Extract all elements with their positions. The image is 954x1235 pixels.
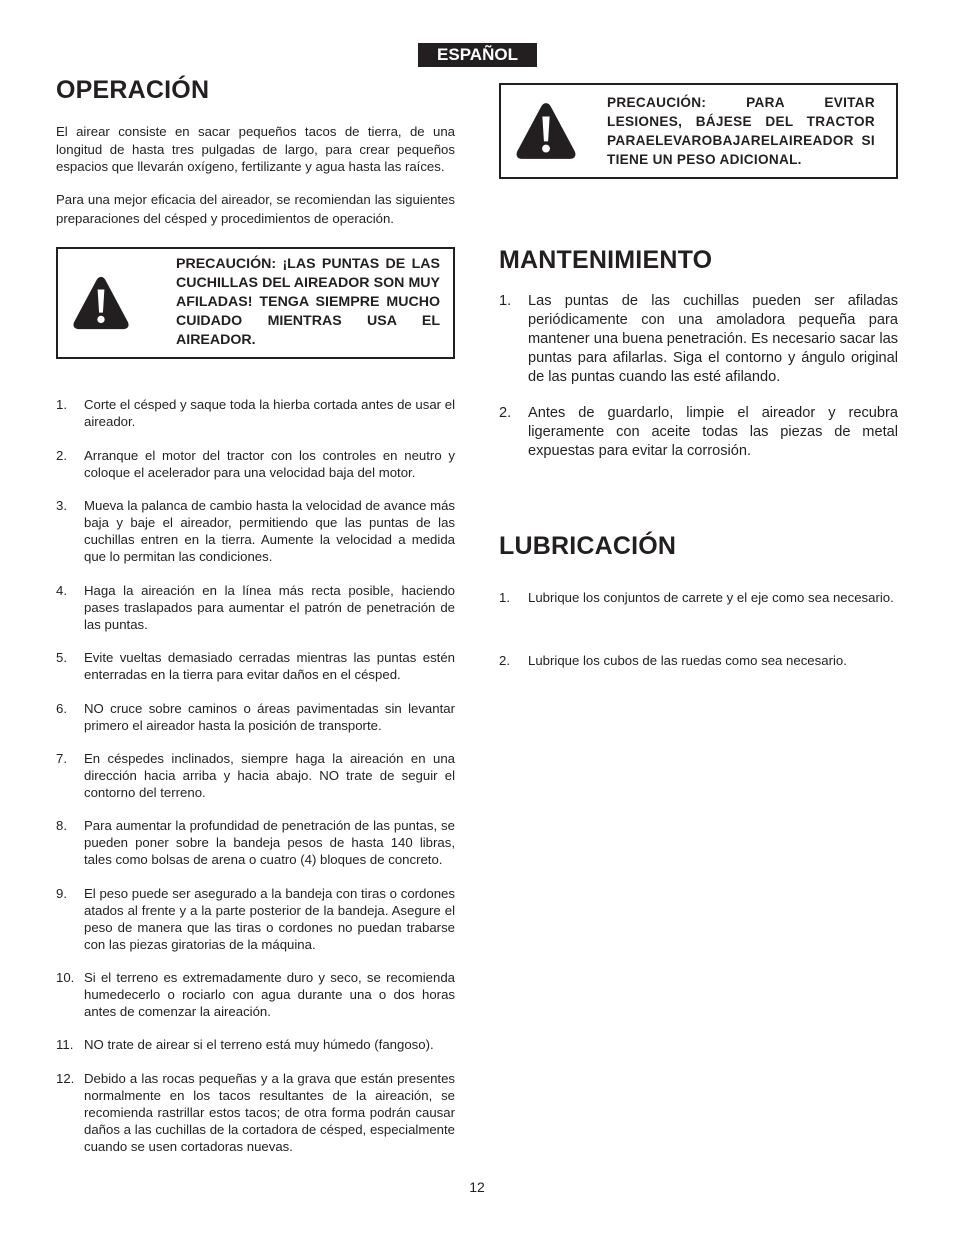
list-item: 5. Evite vueltas demasiado cerradas mientras las puntas estén enterradas en la tierra para evitar daños en el césped. — [56, 650, 455, 682]
warning-icon — [515, 100, 577, 162]
list-item: 1. Corte el césped y saque toda la hierba cortada antes de usar el aireador. — [56, 397, 455, 429]
list-item: 1. Las puntas de las cuchillas pueden ser afiladas periódicamente con una amoladora pequeña para mantener una buena penetración. Es necesario sacar las puntas para afilarlas. Siga el contorno y ángulo original de las puntas cuando las esté afilando. — [499, 293, 898, 385]
list-item: 3. Mueva la palanca de cambio hasta la velocidad de avance más baja y baje el aireador, permitiendo que las puntas de las cuchillas entren en la tierra. Aumente la velocidad a medida que lo permitan las condiciones. — [56, 498, 455, 564]
language-tag: ESPAÑOL — [418, 43, 537, 67]
operacion-intro-2: Para una mejor eficacia del aireador, se recomiendan las siguientes preparaciones del césped y procedimientos de operación. — [56, 192, 455, 226]
warning-icon — [72, 274, 130, 332]
list-item: 11. NO trate de airear si el terreno está muy húmedo (fangoso). — [56, 1037, 434, 1052]
list-item: 10. Si el terreno es extremadamente duro y seco, se recomienda humedecerlo o rociarlo con agua durante una o dos horas antes de comenzar la aireación. — [56, 970, 455, 1019]
list-item: 4. Haga la aireación en la línea más recta posible, haciendo pases traslapados para aumentar el patrón de penetración de las puntas. — [56, 583, 455, 632]
list-item: 1. Lubrique los conjuntos de carrete y el eje como sea necesario. — [499, 590, 894, 605]
list-item: 6. NO cruce sobre caminos o áreas pavimentadas sin levantar primero el aireador hasta la posición de transporte. — [56, 701, 455, 733]
blade-warning-text: PRECAUCIÓN: ¡LAS PUNTAS DE LAS CUCHILLAS DEL AIREADOR SON MUY AFILADAS! TENGA SIEMPRE MUCHO CUIDADO MIENTRAS USA EL AIREADOR. — [176, 256, 440, 348]
list-item: 7. En céspedes inclinados, siempre haga la aireación en una dirección hacia arriba y hacia abajo. NO trate de seguir el contorno del terreno. — [56, 751, 455, 800]
list-item: 2. Arranque el motor del tractor con los controles en neutro y coloque el acelerador para una velocidad baja del motor. — [56, 448, 455, 480]
list-item: 9. El peso puede ser asegurado a la bandeja con tiras o cordones atados al frente y a la parte posterior de la bandeja. Asegure el peso de manera que las tiras o cordones no puedan trabarse con las piezas giratorias de la máquina. — [56, 886, 455, 952]
weight-warning-text: PRECAUCIÓN: PARA EVITAR LESIONES, BÁJESE DEL TRACTOR PARAELEVAROBAJARELAIREADOR SI TIENE UN PESO ADICIONAL. — [607, 95, 875, 167]
page-number: 12 — [469, 1179, 485, 1195]
list-item: 2. Lubrique los cubos de las ruedas como sea necesario. — [499, 653, 847, 668]
operacion-intro-1: El airear consiste en sacar pequeños tacos de tierra, de una longitud de hasta tres pulgadas de largo, para crear pequeños espacios que llevarán oxígeno, fertilizante y agua hasta las raíces. — [56, 124, 455, 174]
operacion-title: OPERACIÓN — [56, 76, 210, 104]
mantenimiento-title: MANTENIMIENTO — [499, 246, 713, 274]
list-item: 12. Debido a las rocas pequeñas y a la grava que están presentes normalmente en los tacos resultantes de la aireación, se recomienda rastrillar estos tacos; de otra forma podrán causar daños a las cuchillas de la cortadora de césped, especialmente cuando se usen cortadoras nuevas. — [56, 1071, 455, 1154]
weight-warning-box — [499, 83, 898, 179]
list-item: 8. Para aumentar la profundidad de penetración de las puntas, se pueden poner sobre la bandeja pesos de hasta 140 libras, tales como bolsas de arena o cuatro (4) bloques de concreto. — [56, 818, 455, 867]
blade-warning-box — [56, 247, 455, 359]
list-item: 2. Antes de guardarlo, limpie el aireador y recubra ligeramente con aceite todas las piezas de metal expuestas para evitar la corrosión. — [499, 405, 898, 459]
lubricacion-title: LUBRICACIÓN — [499, 532, 677, 560]
